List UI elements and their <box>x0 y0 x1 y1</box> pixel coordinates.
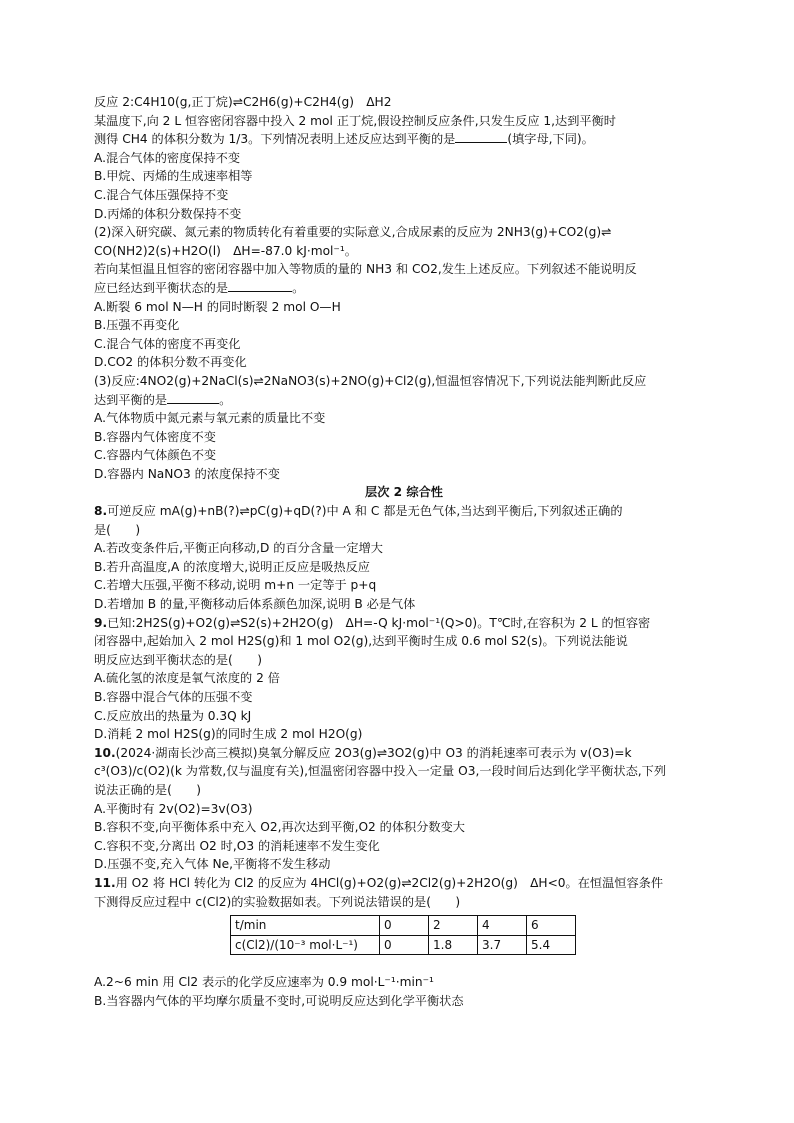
option-b: B.容器内气体密度不变 <box>94 429 216 444</box>
table-row <box>231 916 576 936</box>
option-b: B.容器中混合气体的压强不变 <box>94 690 253 704</box>
text-line: 是( ) <box>94 522 141 537</box>
text-line: 达到平衡的是 。 <box>94 392 232 407</box>
text-line: 明反应达到平衡状态的是( ) <box>94 652 262 667</box>
option-d: D.压强不变,充入气体 Ne,平衡将不发生移动 <box>94 857 331 872</box>
text-line: 测得 CH4 的体积分数为 1/3。下列情况表明上述反应达到平衡的是 (填字母,下同)。 <box>94 132 594 147</box>
option-c: C.反应放出的热量为 0.3Q kJ <box>94 708 252 723</box>
table-cell: 2 <box>429 916 478 936</box>
table-cell: 6 <box>527 916 576 936</box>
option-b: B.若升高温度,A 的浓度增大,说明正反应是吸热反应 <box>94 559 370 574</box>
table-cell: 1.8 <box>429 935 478 955</box>
option-c: C.混合气体压强保持不变 <box>94 187 229 202</box>
option-b: B.当容器内气体的平均摩尔质量不变时,可说明反应达到化学平衡状态 <box>94 993 464 1008</box>
text-line: 闭容器中,起始加入 2 mol H2S(g)和 1 mol O2(g),达到平衡时生成 0.6 mol S2(s)。下列说法能说 <box>94 634 628 649</box>
text-line: (3)反应:4NO2(g)+2NaCl(s)⇌2NaNO3(s)+2NO(g)+Cl2(g),恒温恒容情况下,下列说法能判断此反应 <box>94 373 647 388</box>
text-line: 应已经达到平衡状态的是 。 <box>94 280 305 295</box>
option-d: D.若增加 B 的量,平衡移动后体系颜色加深,说明 B 必是气体 <box>94 597 416 612</box>
question-10: 10.(2024·湖南长沙高三模拟)臭氧分解反应 2O3(g)⇌3O2(g)中 O3 的消耗速率可表示为 v(O3)=k <box>94 745 632 760</box>
section-heading: 层次 2 综合性 <box>365 485 443 500</box>
option-b: B.甲烷、丙烯的生成速率相等 <box>94 169 253 184</box>
table-cell: t/min <box>231 916 380 936</box>
option-a: A.混合气体的密度保持不变 <box>94 150 241 165</box>
option-d: D.丙烯的体积分数保持不变 <box>94 206 242 221</box>
option-c: C.混合气体的密度不再变化 <box>94 336 241 351</box>
text-line: CO(NH2)2(s)+H2O(l) ΔH=-87.0 kJ·mol⁻¹。 <box>94 243 357 258</box>
table-cell: 3.7 <box>478 935 527 955</box>
table-cell: 4 <box>478 916 527 936</box>
option-d: D.CO2 的体积分数不再变化 <box>94 355 247 370</box>
option-a: A.硫化氢的浓度是氧气浓度的 2 倍 <box>94 671 280 686</box>
option-a: A.断裂 6 mol N—H 的同时断裂 2 mol O—H <box>94 299 341 314</box>
option-d: D.消耗 2 mol H2S(g)的同时生成 2 mol H2O(g) <box>94 727 363 742</box>
text-line: 反应 2:C4H10(g,正丁烷)⇌C2H6(g)+C2H4(g) ΔH2 <box>94 95 392 109</box>
text-line: 说法正确的是( ) <box>94 782 202 797</box>
answer-blank <box>455 130 507 143</box>
option-a: A.气体物质中氮元素与氧元素的质量比不变 <box>94 411 326 426</box>
table-cell: c(Cl2)/(10⁻³ mol·L⁻¹) <box>231 935 380 955</box>
answer-blank <box>228 279 292 292</box>
text-line: 下测得反应过程中 c(Cl2)的实验数据如表。下列说法错误的是( ) <box>94 894 461 909</box>
option-a: A.平衡时有 2v(O2)=3v(O3) <box>94 801 253 816</box>
option-b: B.压强不再变化 <box>94 318 180 333</box>
question-8: 8.可逆反应 mA(g)+nB(?)⇌pC(g)+qD(?)中 A 和 C 都是无色气体,当达到平衡后,下列叙述正确的 <box>94 504 623 519</box>
answer-blank <box>167 391 219 404</box>
table-row <box>231 935 576 955</box>
text-line: (2)深入研究碳、氮元素的物质转化有着重要的实际意义,合成尿素的反应为 2NH3(g)+CO2(g)⇌ <box>94 225 612 240</box>
text-line: 某温度下,向 2 L 恒容密闭容器中投入 2 mol 正丁烷,假设控制反应条件,只发生反应 1,达到平衡时 <box>94 113 616 128</box>
table-cell: 0 <box>380 935 429 955</box>
option-a: A.若改变条件后,平衡正向移动,D 的百分含量一定增大 <box>94 541 383 556</box>
option-c: C.若增大压强,平衡不移动,说明 m+n 一定等于 p+q <box>94 578 377 593</box>
data-table <box>230 915 576 955</box>
question-11: 11.用 O2 将 HCl 转化为 Cl2 的反应为 4HCl(g)+O2(g)⇌2Cl2(g)+2H2O(g) ΔH<0。在恒温恒容条件 <box>94 875 664 890</box>
option-c: C.容器内气体颜色不变 <box>94 448 217 463</box>
question-9: 9.已知:2H2S(g)+O2(g)⇌S2(s)+2H2O(g) ΔH=-Q kJ·mol⁻¹(Q>0)。T℃时,在容积为 2 L 的恒容密 <box>94 615 651 630</box>
text-line: c³(O3)/c(O2)(k 为常数,仅与温度有关),恒温密闭容器中投入一定量 O3,一段时间后达到化学平衡状态,下列 <box>94 764 667 779</box>
option-b: B.容积不变,向平衡体系中充入 O2,再次达到平衡,O2 的体积分数变大 <box>94 820 465 835</box>
document-page <box>94 93 714 1011</box>
text-line: 若向某恒温且恒容的密闭容器中加入等物质的量的 NH3 和 CO2,发生上述反应。下列叙述不能说明反 <box>94 262 637 277</box>
option-d: D.容器内 NaNO3 的浓度保持不变 <box>94 466 280 481</box>
option-a: A.2~6 min 用 Cl2 表示的化学反应速率为 0.9 mol·L⁻¹·min⁻¹ <box>94 975 434 990</box>
option-c: C.容积不变,分离出 O2 时,O3 的消耗速率不发生变化 <box>94 838 380 853</box>
table-cell: 5.4 <box>527 935 576 955</box>
table-cell: 0 <box>380 916 429 936</box>
